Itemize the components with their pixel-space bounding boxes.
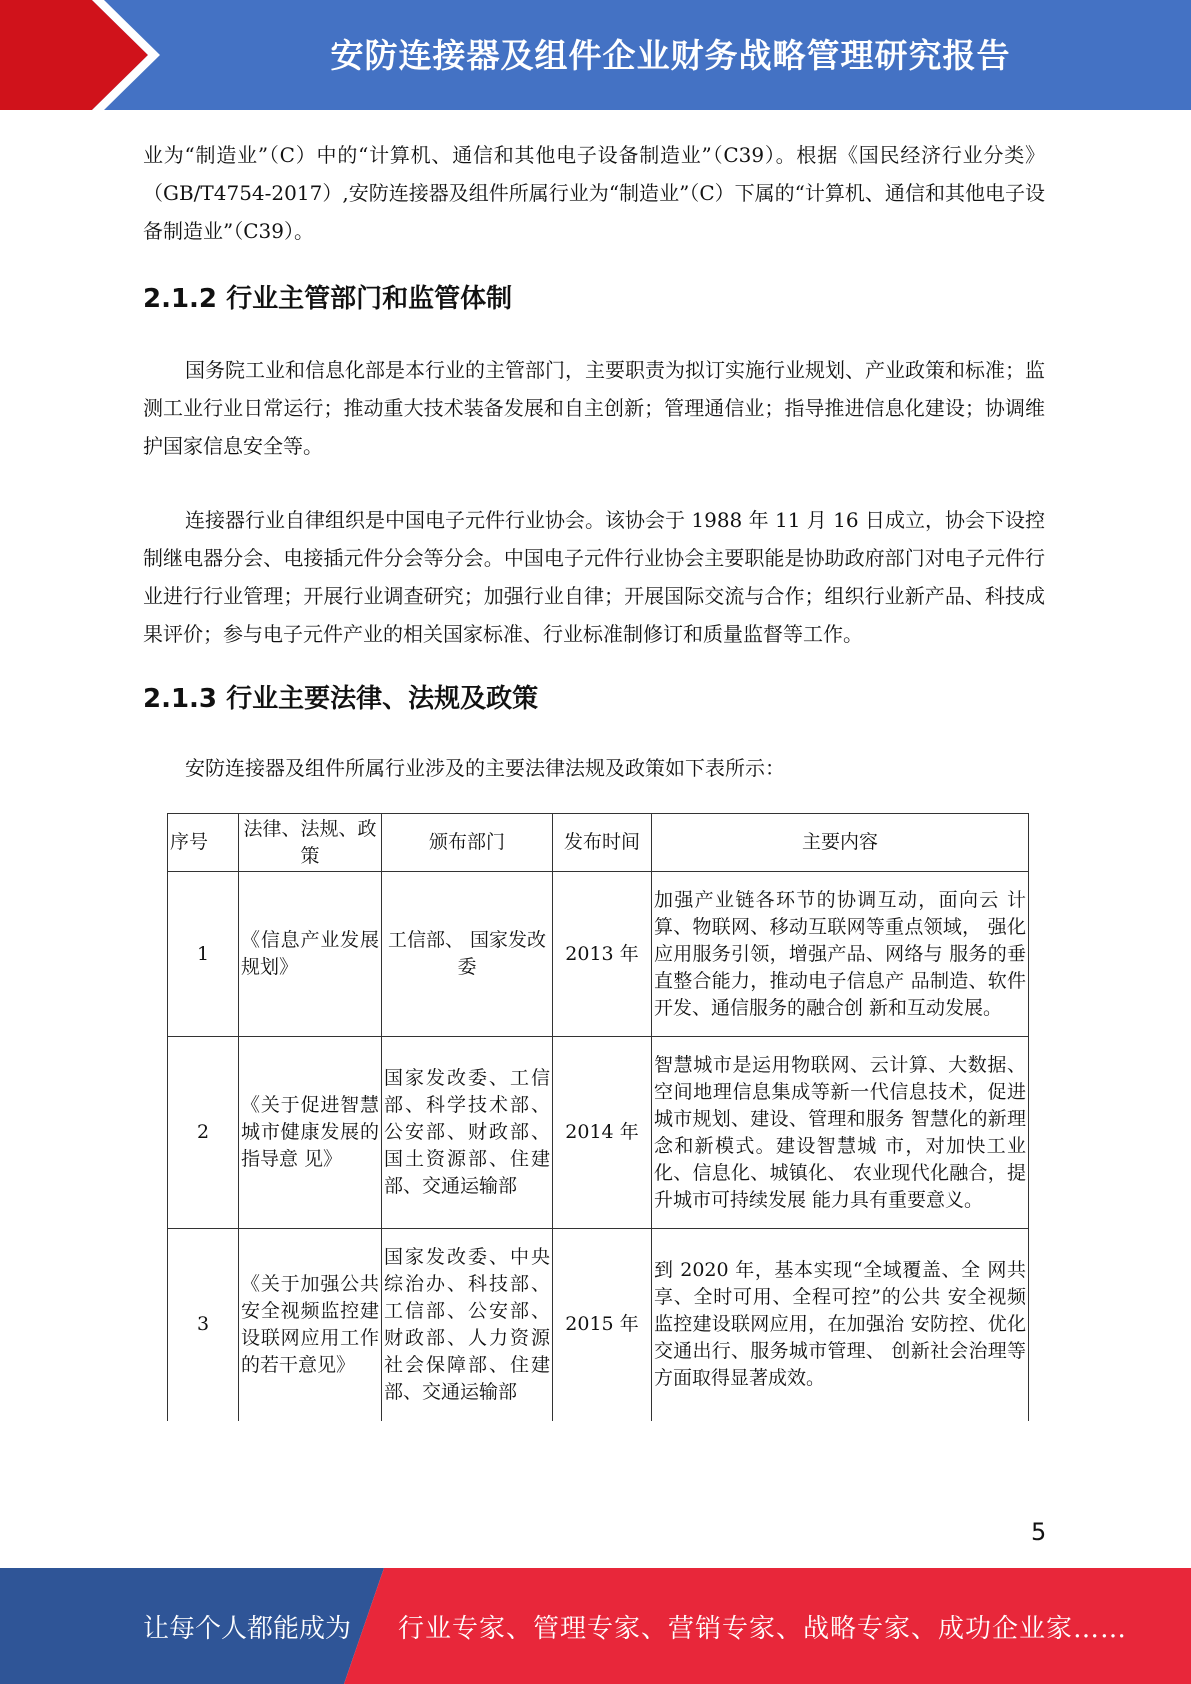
table-intro-paragraph: 安防连接器及组件所属行业涉及的主要法律法规及政策如下表所示： (185, 756, 785, 780)
section-heading-2-1-3: 2.1.3 行业主要法律、法规及政策 (143, 684, 539, 714)
cell-index: 2 (168, 1037, 239, 1229)
footer-slogan-right: 行业专家、管理专家、营销专家、战略专家、成功企业家…… (398, 1614, 1128, 1644)
table-row (168, 872, 1029, 1037)
cell-content: 到 2020 年，基本实现“全域覆盖、全 网共享、全时可用、全程可控”的公共 安全视频监控建设联网应用，在加强治 安防控、优化交通出行、服务城市管理、 创新社会治理等方面取得显著成效。 (652, 1229, 1029, 1421)
document-title: 安防连接器及组件企业财务战略管理研究报告 (330, 36, 1011, 75)
section-2-1-3-body (143, 749, 1045, 787)
header-cell-law: 法律、法规、政策 (239, 814, 382, 872)
paragraph-association: 连接器行业自律组织是中国电子元件行业协会。该协会于 1988 年 11 月 16 日成立，协会下设控制继电器分会、电接插元件分会等分会。中国电子元件行业协会主要职能是协助政府部门对电子元件行业进行行业管理；开展行业调查研究；加强行业自律；开展国际交流与合作；组织行业新产品、科技成果评价；参与电子元件产业的相关国家标准、行业标准制修订和质量监督等工作。 (143, 508, 1045, 646)
cell-law: 《关于促进智慧城市健康发展的指导意 见》 (239, 1037, 382, 1229)
cell-content: 加强产业链各环节的协调互动，面向云 计算、物联网、移动互联网等重点领域， 强化应用服务引领，增强产品、网络与 服务的垂直整合能力，推动电子信息产 品制造、软件开发、通信服务的融合创 新和互动发展。 (652, 872, 1029, 1037)
table-header-row (168, 814, 1029, 872)
cell-index: 3 (168, 1229, 239, 1421)
page-number: 5 (1031, 1518, 1047, 1546)
cell-department: 国家发改委、工信部、科学技术部、公安部、财政部、国土资源部、住建部、交通运输部 (382, 1037, 553, 1229)
header-cell-content: 主要内容 (652, 814, 1029, 872)
cell-index: 1 (168, 872, 239, 1037)
cell-content: 智慧城市是运用物联网、云计算、大数据、空间地理信息集成等新一代信息技术，促进城市规划、建设、管理和服务 智慧化的新理念和新模式。建设智慧城 市，对加快工业化、信息化、城镇化、 农业现代化融合，提升城市可持续发展 能力具有重要意义。 (652, 1037, 1029, 1229)
cell-date: 2015 年 (553, 1229, 652, 1421)
header-cell-department: 颁布部门 (382, 814, 553, 872)
footer-slogan-left: 让每个人都能成为 (143, 1614, 352, 1644)
page-footer (0, 1568, 1191, 1684)
cell-date: 2013 年 (553, 872, 652, 1037)
table-row (168, 1037, 1029, 1229)
cell-law: 《信息产业发展规划》 (239, 872, 382, 1037)
paragraph-authority: 国务院工业和信息化部是本行业的主管部门，主要职责为拟订实施行业规划、产业政策和标准；监测工业行业日常运行；推动重大技术装备发展和自主创新；管理通信业；指导推进信息化建设；协调维护国家信息安全等。 (143, 358, 1045, 458)
section-heading-2-1-2: 2.1.2 行业主管部门和监管体制 (143, 284, 513, 314)
laws-policies-table (167, 813, 1029, 1421)
page-header (0, 0, 1191, 110)
table-row (168, 1229, 1029, 1421)
cell-law: 《关于加强公共安全视频监控建设联网应用工作的若干意见》 (239, 1229, 382, 1421)
section-2-1-2-body (143, 351, 1045, 653)
cell-department: 国家发改委、中央综治办、科技部、工信部、公安部、财政部、人力资源社会保障部、住建部、交通运输部 (382, 1229, 553, 1421)
header-cell-index: 序号 (168, 814, 239, 872)
cell-date: 2014 年 (553, 1037, 652, 1229)
cell-department: 工信部、 国家发改委 (382, 872, 553, 1037)
intro-section (143, 136, 1045, 250)
header-cell-date: 发布时间 (553, 814, 652, 872)
intro-paragraph: 业为“制造业”（C）中的“计算机、通信和其他电子设备制造业”（C39）。根据《国民经济行业分类》（GB/T4754-2017）,安防连接器及组件所属行业为“制造业”（C）下属的“计算机、通信和其他电子设备制造业”（C39）。 (143, 143, 1045, 243)
